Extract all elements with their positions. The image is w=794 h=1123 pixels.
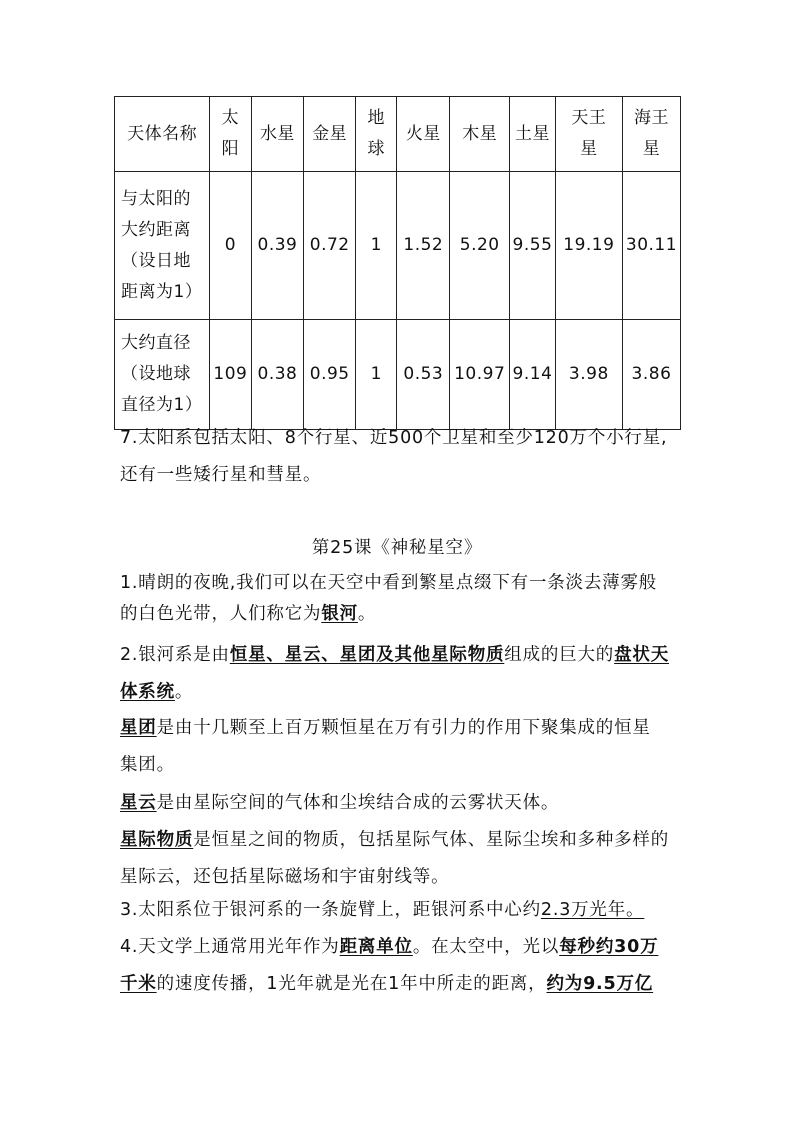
paragraph-interstellar-line-1: 星际物质是恒星之间的物质，包括星际气体、星际尘埃和多种多样的: [120, 830, 670, 850]
diameter-cell: 9.14: [510, 320, 556, 430]
distance-cell: 9.55: [510, 172, 556, 320]
distance-cell: 30.11: [622, 172, 680, 320]
distance-cell: 19.19: [555, 172, 622, 320]
paragraph-1: [120, 568, 680, 630]
term-interstellar-matter: 星际物质: [120, 830, 194, 850]
lesson-title: 第25课《神秘星空》: [311, 538, 483, 558]
paragraph-cluster: [120, 713, 680, 781]
header-cell-earth: 地球: [356, 97, 397, 172]
paragraph-1-line-1: 1.晴朗的夜晚,我们可以在天空中看到繁星点缀下有一条淡去薄雾般: [120, 573, 658, 593]
keyword-disk-system: 盘状天: [614, 645, 670, 665]
diameter-cell: 3.86: [622, 320, 680, 430]
paragraph-interstellar: [120, 825, 680, 893]
paragraph-2-line-1: 2.银河系是由恒星、星云、星团及其他星际物质组成的巨大的盘状天: [120, 645, 670, 665]
diameter-cell: 3.98: [555, 320, 622, 430]
header-cell-name: 天体名称: [115, 97, 210, 172]
distance-cell: 0.39: [251, 172, 304, 320]
distance-cell: 1.52: [397, 172, 450, 320]
header-cell-sun: 太阳: [210, 97, 251, 172]
paragraph-7-line-2: 还有一些矮行星和彗星。: [120, 465, 322, 485]
paragraph-1-line-2: 的白色光带，人们称它为银河。: [120, 604, 377, 624]
paragraph-2: [120, 640, 680, 708]
diameter-cell: 0.38: [251, 320, 304, 430]
header-cell-neptune: 海王星: [622, 97, 680, 172]
diameter-cell: 109: [210, 320, 251, 430]
diameter-cell: 0.95: [304, 320, 356, 430]
row-label-diameter: 大约直径 （设地球 直径为1）: [115, 320, 210, 430]
keyword-distance-from-center: 2.3万光年。: [540, 900, 645, 920]
paragraph-2-line-2: 体系统。: [120, 682, 194, 702]
distance-cell: 5.20: [450, 172, 510, 320]
paragraph-cluster-line-2: 集团。: [120, 755, 175, 775]
paragraph-3: [120, 895, 680, 926]
header-cell-mercury: 水星: [251, 97, 304, 172]
keyword-distance-unit: 距离单位: [339, 937, 413, 957]
paragraph-4: [120, 932, 680, 1000]
table-header-row: [115, 97, 681, 172]
header-cell-jupiter: 木星: [450, 97, 510, 172]
paragraph-7-line-1: 7.太阳系包括太阳、8个行星、近500个卫星和至少120万个小行星,: [120, 428, 668, 448]
diameter-cell: 1: [356, 320, 397, 430]
diameter-cell: 0.53: [397, 320, 450, 430]
planet-data-table: [114, 96, 681, 430]
distance-cell: 0.72: [304, 172, 356, 320]
header-cell-venus: 金星: [304, 97, 356, 172]
row-label-distance: 与太阳的 大约距离 （设日地 距离为1）: [115, 172, 210, 320]
header-cell-mars: 火星: [397, 97, 450, 172]
distance-cell: 0: [210, 172, 251, 320]
keyword-light-speed-cont: 千米: [120, 974, 157, 994]
keyword-light-year-value: 约为9.5万亿: [546, 974, 654, 994]
paragraph-4-line-2: 千米的速度传播，1光年就是光在1年中所走的距离，约为9.5万亿: [120, 974, 654, 994]
table-row-distance: [115, 172, 681, 320]
distance-cell: 1: [356, 172, 397, 320]
paragraph-cluster-line-1: 星团是由十几颗至上百万颗恒星在万有引力的作用下聚集成的恒星: [120, 718, 651, 738]
header-cell-saturn: 土星: [510, 97, 556, 172]
keyword-light-speed: 每秒约30万: [559, 937, 659, 957]
term-nebula: 星云: [120, 793, 157, 813]
paragraph-nebula-line: 星云是由星际空间的气体和尘埃结合成的云雾状天体。: [120, 793, 560, 813]
paragraph-interstellar-line-2: 星际云，还包括星际磁场和宇宙射线等。: [120, 867, 450, 887]
header-cell-uranus: 天王星: [555, 97, 622, 172]
keyword-composition: 恒星、星云、星团及其他星际物质: [229, 645, 505, 665]
table-row-diameter: [115, 320, 681, 430]
paragraph-4-line-1: 4.天文学上通常用光年作为距离单位。在太空中，光以每秒约30万: [120, 937, 659, 957]
keyword-milky-way: 银河: [321, 604, 358, 624]
paragraph-3-line: 3.太阳系位于银河系的一条旋臂上，距银河系中心约2.3万光年。: [120, 900, 645, 920]
paragraph-7: [120, 423, 680, 491]
paragraph-nebula: [120, 788, 680, 819]
keyword-disk-system-cont: 体系统: [120, 682, 175, 702]
diameter-cell: 10.97: [450, 320, 510, 430]
term-star-cluster: 星团: [120, 718, 157, 738]
